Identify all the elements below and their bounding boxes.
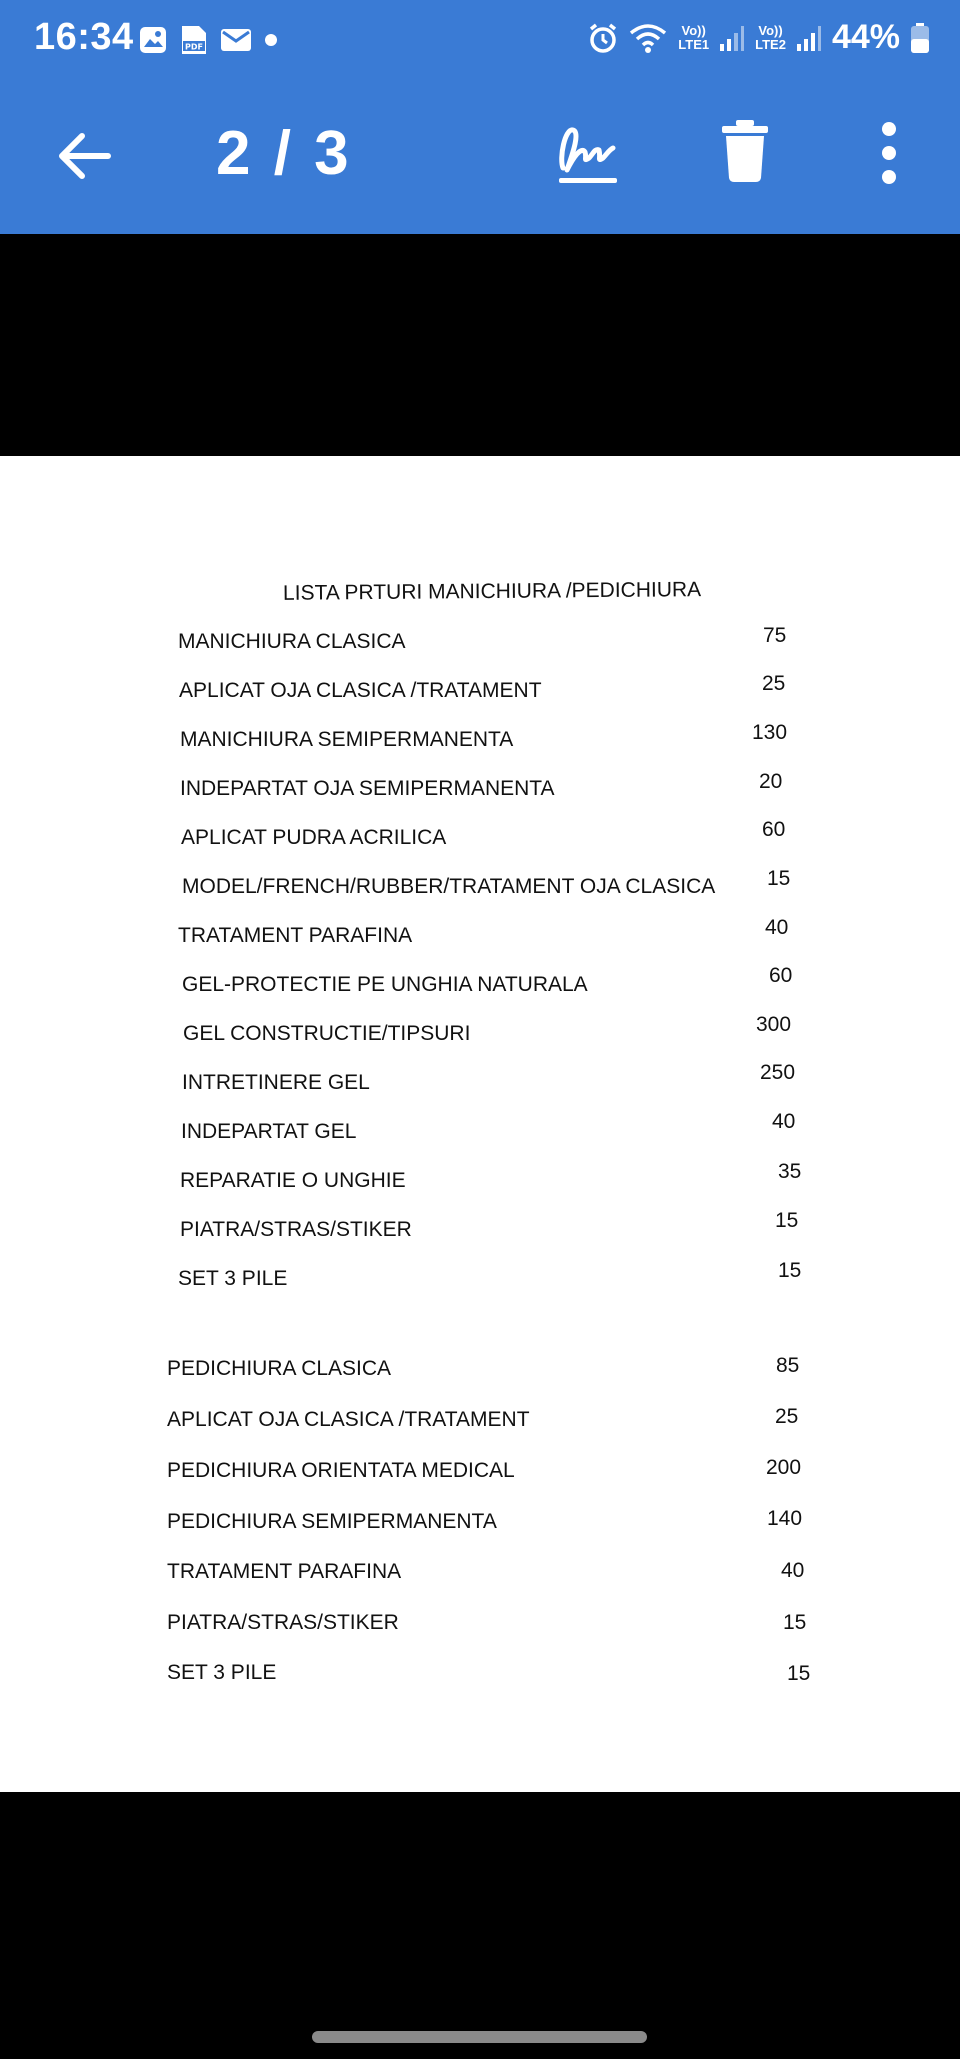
battery-icon <box>910 22 930 54</box>
price-item-name: APLICAT PUDRA ACRILICA <box>181 826 447 849</box>
document-title: LISTA PRTURI MANICHIURA /PEDICHIURA <box>282 578 702 605</box>
home-indicator[interactable] <box>312 2031 647 2043</box>
price-item-name: PEDICHIURA CLASICA <box>167 1357 392 1380</box>
svg-text:PDF: PDF <box>185 42 203 52</box>
signal-icon <box>796 24 822 52</box>
system-icons <box>588 18 930 57</box>
price-item-value: 40 <box>781 1559 805 1582</box>
battery-percent: 44% <box>831 18 900 56</box>
more-options-icon[interactable] <box>872 120 906 186</box>
sim2-lte-label: LTE2 <box>755 36 786 52</box>
back-arrow-icon[interactable] <box>52 124 116 188</box>
price-item-value: 140 <box>767 1507 803 1530</box>
sim2-volte-label: Vo)) <box>758 22 783 38</box>
price-item-name: PEDICHIURA ORIENTATA MEDICAL <box>167 1459 515 1482</box>
price-item-name: GEL-PROTECTIE PE UNGHIA NATURALA <box>182 973 588 996</box>
notification-dot-icon <box>264 33 278 47</box>
price-item-name: APLICAT OJA CLASICA /TRATAMENT <box>179 679 542 702</box>
signature-icon[interactable] <box>553 118 623 190</box>
price-item-value: 15 <box>787 1662 811 1685</box>
price-item-value: 15 <box>767 867 791 890</box>
price-item-name: TRATAMENT PARAFINA <box>167 1560 402 1583</box>
price-item-value: 200 <box>766 1456 802 1479</box>
price-item-value: 25 <box>775 1405 799 1428</box>
wifi-icon <box>628 21 668 55</box>
price-item-name: INDEPARTAT GEL <box>181 1120 357 1143</box>
price-item-value: 60 <box>769 964 793 987</box>
price-item-value: 130 <box>752 721 788 744</box>
email-icon <box>220 27 252 53</box>
sim2-network <box>755 24 786 52</box>
alarm-icon <box>588 22 618 54</box>
price-item-name: MANICHIURA CLASICA <box>178 630 406 653</box>
price-item-value: 40 <box>772 1110 796 1133</box>
price-item-name: PIATRA/STRAS/STIKER <box>167 1611 399 1634</box>
page-indicator: 2 / 3 <box>216 119 352 188</box>
price-item-value: 60 <box>762 818 786 841</box>
price-item-name: INDEPARTAT OJA SEMIPERMANENTA <box>180 777 555 800</box>
price-item-name: SET 3 PILE <box>178 1267 288 1290</box>
price-item-name: SET 3 PILE <box>167 1661 277 1684</box>
gallery-icon <box>138 25 168 55</box>
signal-icon <box>719 24 745 52</box>
price-item-name: TRATAMENT PARAFINA <box>178 924 413 947</box>
status-bar <box>0 0 960 82</box>
price-item-name: APLICAT OJA CLASICA /TRATAMENT <box>167 1408 530 1431</box>
price-item-value: 85 <box>776 1354 800 1377</box>
status-time: 16:34 <box>34 16 134 58</box>
notification-icons <box>138 24 278 56</box>
price-item-name: MANICHIURA SEMIPERMANENTA <box>180 728 514 751</box>
pdf-file-icon <box>180 24 208 56</box>
sim1-network <box>678 24 709 52</box>
price-item-value: 40 <box>765 916 789 939</box>
price-item-value: 250 <box>760 1061 796 1084</box>
price-item-value: 25 <box>762 672 786 695</box>
price-item-name: INTRETINERE GEL <box>182 1071 370 1094</box>
toolbar <box>0 82 960 234</box>
price-item-name: GEL CONSTRUCTIE/TIPSURI <box>183 1022 471 1045</box>
price-item-value: 75 <box>763 624 787 647</box>
document-page <box>0 456 960 1792</box>
price-item-value: 15 <box>778 1259 802 1282</box>
price-item-name: MODEL/FRENCH/RUBBER/TRATAMENT OJA CLASICA <box>182 875 716 898</box>
price-item-name: REPARATIE O UNGHIE <box>180 1169 406 1192</box>
price-item-value: 20 <box>759 770 783 793</box>
sim1-lte-label: LTE1 <box>678 36 710 52</box>
price-item-value: 35 <box>778 1160 802 1183</box>
price-item-value: 300 <box>756 1013 792 1036</box>
price-item-name: PEDICHIURA SEMIPERMANENTA <box>167 1510 497 1533</box>
price-item-value: 15 <box>775 1209 799 1232</box>
price-item-name: PIATRA/STRAS/STIKER <box>180 1218 412 1241</box>
trash-icon[interactable] <box>720 120 770 182</box>
sim1-volte-label: Vo)) <box>681 22 706 38</box>
price-item-value: 15 <box>783 1611 807 1634</box>
